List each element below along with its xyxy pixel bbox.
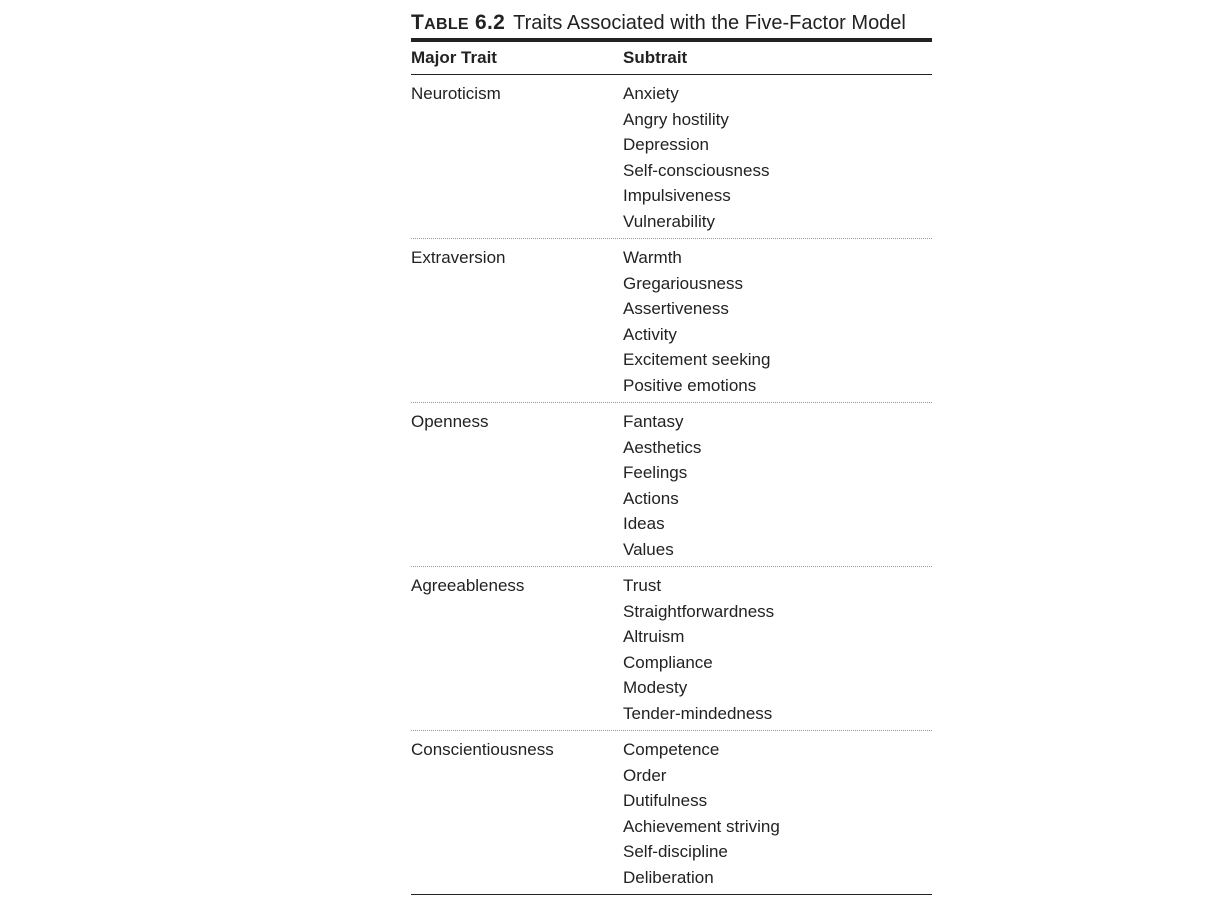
subtrait-item: Achievement striving — [623, 816, 780, 836]
table-body — [411, 75, 932, 895]
subtrait-list — [623, 737, 932, 890]
subtrait-item: Assertiveness — [623, 299, 729, 318]
subtrait-item: Trust — [623, 576, 662, 595]
table-label-initial: T — [411, 11, 425, 34]
subtrait-item: Actions — [623, 488, 679, 508]
trait-table — [411, 8, 932, 895]
table-number: 6.2 — [475, 11, 506, 34]
table-label-smallcaps: ABLE — [424, 16, 469, 33]
subtrait-item: Modesty — [623, 678, 688, 697]
subtrait-item: Vulnerability — [623, 211, 715, 231]
table-caption — [411, 8, 932, 38]
subtrait-item: Fantasy — [623, 412, 684, 431]
subtrait-item: Dutifulness — [623, 791, 708, 810]
subtrait-item: Depression — [623, 135, 709, 154]
subtrait-item: Altruism — [623, 627, 685, 646]
subtrait-item: Values — [623, 539, 674, 559]
table-header — [411, 42, 932, 75]
table-label — [411, 11, 505, 34]
subtrait-list — [623, 573, 932, 726]
subtrait-item: Self-discipline — [623, 842, 728, 861]
table-row-group — [411, 75, 932, 239]
subtrait-item: Positive emotions — [623, 375, 757, 395]
subtrait-item: Gregariousness — [623, 273, 744, 293]
header-subtrait: Subtrait — [623, 48, 688, 67]
subtrait-item: Anxiety — [623, 84, 679, 103]
major-trait-cell: Agreeableness — [411, 576, 525, 595]
subtrait-item: Self-consciousness — [623, 160, 770, 180]
major-trait-cell: Openness — [411, 412, 489, 431]
subtrait-item: Competence — [623, 740, 720, 759]
subtrait-item: Angry hostility — [623, 109, 729, 129]
header-major-trait: Major Trait — [411, 48, 497, 67]
subtrait-item: Excitement seeking — [623, 350, 771, 369]
subtrait-item: Activity — [623, 324, 677, 344]
subtrait-item: Straightforwardness — [623, 601, 775, 621]
major-trait-cell: Neuroticism — [411, 84, 501, 103]
subtrait-list — [623, 245, 932, 398]
subtrait-item: Compliance — [623, 652, 713, 672]
subtrait-item: Aesthetics — [623, 437, 702, 457]
subtrait-item: Feelings — [623, 463, 688, 482]
subtrait-item: Ideas — [623, 514, 665, 533]
subtrait-item: Order — [623, 765, 667, 785]
subtrait-item: Tender-mindedness — [623, 703, 773, 723]
table-row-group — [411, 239, 932, 403]
subtrait-item: Deliberation — [623, 867, 714, 887]
subtrait-list — [623, 409, 932, 562]
major-trait-cell: Conscientiousness — [411, 740, 554, 759]
subtrait-item: Warmth — [623, 248, 682, 267]
table-row-group — [411, 403, 932, 567]
subtrait-item: Impulsiveness — [623, 186, 731, 205]
table-row-group — [411, 731, 932, 895]
subtrait-list — [623, 81, 932, 234]
major-trait-cell: Extraversion — [411, 248, 506, 267]
table-row-group — [411, 567, 932, 731]
table-title: Traits Associated with the Five-Factor Model — [513, 12, 906, 34]
